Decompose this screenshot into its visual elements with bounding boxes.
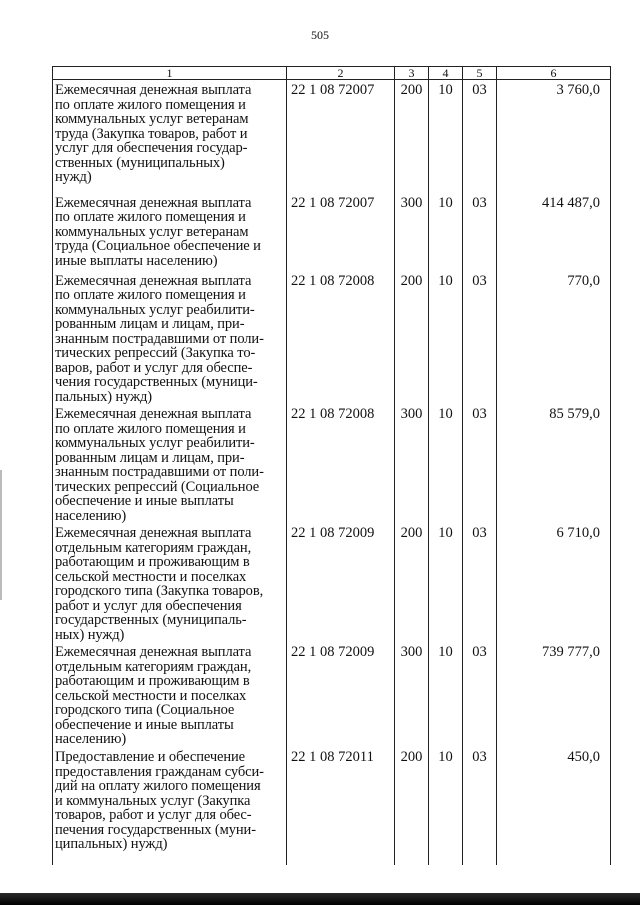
- column-5-cell: 03: [463, 80, 497, 193]
- item-name-line: городского типа (Закупка товаров,: [55, 583, 264, 599]
- column-4-cell: 10: [429, 193, 463, 271]
- column-3-cell: 200: [395, 80, 429, 193]
- table-row: [53, 193, 611, 271]
- item-name-line: Ежемесячная денежная выплата: [55, 644, 252, 660]
- amount-cell: 770,0: [497, 271, 611, 405]
- item-name-line: услуг для обеспечения государ-: [55, 140, 248, 156]
- item-name-line: городского типа (Социальное: [55, 702, 235, 718]
- column-5-cell: 03: [463, 747, 497, 865]
- item-name-line: по оплате жилого помещения и: [55, 96, 246, 113]
- item-name-line: и коммунальных услуг (Закупка: [55, 792, 251, 809]
- item-name-line: Ежемесячная денежная выплата: [55, 82, 252, 98]
- amount-cell: 85 579,0: [497, 404, 611, 523]
- column-5-cell: 03: [463, 271, 497, 405]
- table-row: [53, 404, 611, 523]
- column-3-cell: 200: [395, 523, 429, 642]
- item-name-cell: [53, 747, 287, 865]
- column-3-cell: 300: [395, 193, 429, 271]
- item-name-line: дий на оплату жилого помещения: [55, 778, 261, 794]
- table-body: [53, 80, 611, 866]
- column-header: 2: [287, 67, 395, 80]
- item-name-line: коммунальных услуг реабилити-: [55, 301, 255, 318]
- item-name-line: сельской местности и поселках: [55, 687, 247, 704]
- code-cell: 22 1 08 72008: [287, 404, 395, 523]
- item-name-line: коммунальных услуг ветеранам: [55, 111, 249, 127]
- item-name-line: ных) нужд): [55, 626, 125, 643]
- item-name-line: населению): [55, 731, 127, 747]
- column-header: 4: [429, 67, 463, 80]
- item-name-line: ственных (муниципальных): [55, 154, 225, 171]
- item-name-cell: [53, 271, 287, 405]
- column-5-cell: 03: [463, 404, 497, 523]
- item-name-line: отдельным категориям граждан,: [55, 539, 252, 556]
- item-name-line: населению): [55, 507, 127, 524]
- code-cell: 22 1 08 72011: [287, 747, 395, 865]
- code-cell: 22 1 08 72008: [287, 271, 395, 405]
- column-4-cell: 10: [429, 747, 463, 865]
- column-3-cell: 200: [395, 271, 429, 405]
- item-name-line: Ежемесячная денежная выплата: [55, 272, 252, 289]
- item-name-line: коммунальных услуг реабилити-: [55, 435, 255, 451]
- item-name-line: товаров, работ и услуг для обес-: [55, 807, 252, 823]
- item-name-cell: [53, 80, 287, 193]
- item-name-line: чения государственных (муници-: [55, 374, 258, 390]
- table-row: [53, 271, 611, 405]
- item-name-line: по оплате жилого помещения и: [55, 420, 246, 437]
- column-4-cell: 10: [429, 642, 463, 747]
- code-cell: 22 1 08 72007: [287, 80, 395, 193]
- item-name-line: знанным пострадавшими от поли-: [55, 464, 264, 480]
- item-name-line: коммунальных услуг ветеранам: [55, 223, 249, 240]
- table-header-row: [53, 67, 611, 80]
- item-name-line: Ежемесячная денежная выплата: [55, 525, 252, 541]
- item-name-line: Предоставление и обеспечение: [55, 749, 246, 765]
- amount-cell: 3 760,0: [497, 80, 611, 193]
- page-number: 505: [311, 28, 329, 42]
- amount-cell: 414 487,0: [497, 193, 611, 271]
- item-name-line: Ежемесячная денежная выплата: [55, 194, 252, 211]
- column-3-cell: 300: [395, 642, 429, 747]
- item-name-line: ципальных) нужд): [55, 836, 168, 852]
- item-name-line: предоставления гражданам субси-: [55, 763, 264, 780]
- item-name-line: труда (Социальное обеспечение и: [55, 238, 261, 254]
- item-name-line: пальных) нужд): [55, 388, 153, 405]
- item-name-line: отдельным категориям граждан,: [55, 658, 252, 675]
- code-cell: 22 1 08 72009: [287, 523, 395, 642]
- table-row: [53, 747, 611, 865]
- item-name-line: работ и услуг для обеспечения: [55, 597, 242, 614]
- scan-edge-artifact: [0, 470, 2, 600]
- item-name-line: Ежемесячная денежная выплата: [55, 406, 252, 422]
- item-name-line: иные выплаты населению): [55, 252, 218, 269]
- column-3-cell: 300: [395, 404, 429, 523]
- item-name-cell: [53, 404, 287, 523]
- item-name-line: труда (Закупка товаров, работ и: [55, 125, 248, 142]
- code-cell: 22 1 08 72007: [287, 193, 395, 271]
- item-name-line: обеспечение и иные выплаты: [55, 493, 234, 509]
- code-cell: 22 1 08 72009: [287, 642, 395, 747]
- table-row: [53, 523, 611, 642]
- column-5-cell: 03: [463, 642, 497, 747]
- item-name-line: работающим и проживающим в: [55, 673, 250, 689]
- item-name-line: рованным лицам и лицам, при-: [55, 316, 245, 332]
- amount-cell: 6 710,0: [497, 523, 611, 642]
- column-header: 5: [463, 67, 497, 80]
- amount-cell: 450,0: [497, 747, 611, 865]
- item-name-line: знанным пострадавшими от поли-: [55, 330, 264, 347]
- column-4-cell: 10: [429, 80, 463, 193]
- column-4-cell: 10: [429, 404, 463, 523]
- item-name-line: нужд): [55, 169, 92, 185]
- item-name-cell: [53, 523, 287, 642]
- column-header: 1: [53, 67, 287, 80]
- amount-cell: 739 777,0: [497, 642, 611, 747]
- item-name-line: тических репрессий (Закупка то-: [55, 345, 256, 361]
- column-4-cell: 10: [429, 523, 463, 642]
- item-name-line: обеспечение и иные выплаты: [55, 716, 234, 733]
- item-name-line: рованным лицам и лицам, при-: [55, 449, 245, 466]
- budget-table: [52, 66, 611, 865]
- item-name-line: работающим и проживающим в: [55, 554, 250, 570]
- item-name-line: по оплате жилого помещения и: [55, 287, 246, 303]
- column-4-cell: 10: [429, 271, 463, 405]
- table-row: [53, 642, 611, 747]
- column-5-cell: 03: [463, 193, 497, 271]
- column-5-cell: 03: [463, 523, 497, 642]
- item-name-cell: [53, 642, 287, 747]
- column-header: 3: [395, 67, 429, 80]
- item-name-line: государственных (муниципаль-: [55, 612, 247, 628]
- table-row: [53, 80, 611, 193]
- item-name-line: печения государственных (муни-: [55, 821, 256, 838]
- item-name-line: варов, работ и услуг для обеспе-: [55, 359, 253, 376]
- column-header: 6: [497, 67, 611, 80]
- column-3-cell: 200: [395, 747, 429, 865]
- item-name-cell: [53, 193, 287, 271]
- scan-bottom-bar: [0, 893, 640, 905]
- item-name-line: по оплате жилого помещения и: [55, 209, 246, 225]
- item-name-line: сельской местности и поселках: [55, 568, 247, 585]
- item-name-line: тических репрессий (Социальное: [55, 478, 260, 495]
